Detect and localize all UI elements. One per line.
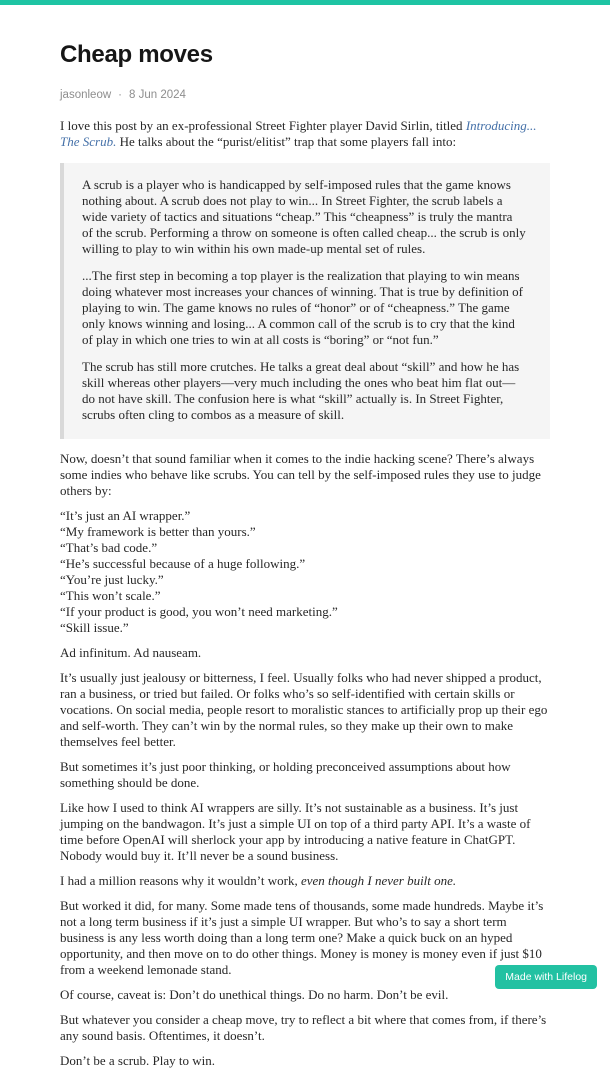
scrub-quote-line: “It’s just an AI wrapper.”	[60, 508, 191, 523]
scrub-quote-line: “This won’t scale.”	[60, 588, 161, 603]
ai-wrappers-paragraph: Like how I used to think AI wrappers are silly. It’s not sustainable as a business. It’s just jumping on the bandwagon. It’s just a simple UI on top of a third party API. It’s a waste of time before OpenAI will sherlock your app by introducing a native feature in ChatGPT. Nobody would buy it. It’ll never be a sound business.	[60, 800, 531, 863]
million-reasons-paragraph	[60, 873, 550, 889]
scrub-quote-line: “Skill issue.”	[60, 620, 129, 635]
intro-text-after-link: He talks about the “purist/elitist” trap that some players fall into:	[116, 134, 457, 149]
familiar-paragraph: Now, doesn’t that sound familiar when it comes to the indie hacking scene? There’s always some indies who behave like scrubs. You can tell by the self-imposed rules they use to judge others by:	[60, 451, 541, 498]
byline-separator: ·	[118, 89, 122, 101]
scrub-quote-line: “My framework is better than yours.”	[60, 524, 256, 539]
scrub-article-link[interactable]: Introducing... The Scrub.	[60, 118, 537, 149]
million-reasons-text: I had a million reasons why it wouldn’t work,	[60, 873, 301, 888]
poor-thinking-paragraph: But sometimes it’s just poor thinking, or holding preconceived assumptions about how something should be done.	[60, 759, 511, 790]
page-title: Cheap moves	[60, 41, 213, 68]
author-name[interactable]: jasonleow	[60, 89, 112, 101]
post-date: 8 Jun 2024	[129, 89, 186, 101]
million-reasons-italic-text: even though I never built one.	[300, 873, 457, 888]
article-page	[60, 5, 550, 1069]
scrub-quote-line: “He’s successful because of a huge following.”	[60, 556, 306, 571]
reflect-paragraph: But whatever you consider a cheap move, try to reflect a bit where that comes from, if there’s any sound basis. Oftentimes, it doesn’t.	[60, 1012, 547, 1043]
made-with-lifelog-badge[interactable]: Made with Lifelog	[495, 965, 597, 990]
blockquote-paragraph-1: A scrub is a player who is handicapped by self-imposed rules that the game knows nothing about. A scrub does not play to win... In Street Fighter, the scrub labels a wide variety of tactics and situations “cheap.” This “cheapness” is truly the mantra of the scrub. Performing a throw on someone is often called cheap... the scrub is only willing to play to win within his own made-up mental set of rules.	[82, 177, 526, 256]
scrub-quote-line: “That’s bad code.”	[60, 540, 158, 555]
scrub-quote-line: “You’re just lucky.”	[60, 572, 164, 587]
scrub-quote-line: “If your product is good, you won’t need marketing.”	[60, 604, 338, 619]
blockquote-paragraph-3: The scrub has still more crutches. He talks a great deal about “skill” and how he has skill whereas other players—very much including the ones who beat him flat out—do not have skill. The confusion here is what “skill” actually is. In Street Fighter, scrubs often cling to combos as a measure of skill.	[82, 359, 520, 422]
blockquote-paragraph-2: ...The first step in becoming a top player is the realization that playing to win means doing whatever most increases your chances of winning. That is true by definition of playing to win. The game knows no rules of “honor” or of “cheapness.” The game only knows winning and losing... A common call of the scrub is to cry that the kind of play in which one tries to win at all costs is “boring” or “not fun.”	[82, 268, 523, 347]
byline	[60, 89, 550, 101]
intro-text-before-link: I love this post by an ex-professional Street Fighter player David Sirlin, titled	[60, 118, 466, 133]
ad-infinitum-paragraph: Ad infinitum. Ad nauseam.	[60, 645, 202, 660]
scrub-quotes-list	[60, 508, 550, 636]
sirlin-blockquote	[60, 163, 550, 439]
intro-paragraph	[60, 118, 550, 150]
but-worked-paragraph: But worked it did, for many. Some made tens of thousands, some made hundreds. Maybe it’s not a long term business if it’s just a simple UI wrapper. But who’s to say a short term business is any less worth doing than a long term one? Make a quick buck on an hyped opportunity, and then move on to do other things. Money is money is money even if just $10 from a weekend lemonade stand.	[60, 898, 544, 977]
jealousy-paragraph: It’s usually just jealousy or bitterness, I feel. Usually folks who had never shipped a product, ran a business, or tried but failed. Or folks who’s so self-identified with certain skills or vocations. On social media, people resort to moralistic stances to artificially prop up their ego and self-worth. They can’t win by the normal rules, so they make up their own to make themselves feel better.	[60, 670, 548, 749]
caveat-paragraph: Of course, caveat is: Don’t do unethical things. Do no harm. Don’t be evil.	[60, 987, 449, 1002]
closing-paragraph: Don’t be a scrub. Play to win.	[60, 1053, 216, 1068]
